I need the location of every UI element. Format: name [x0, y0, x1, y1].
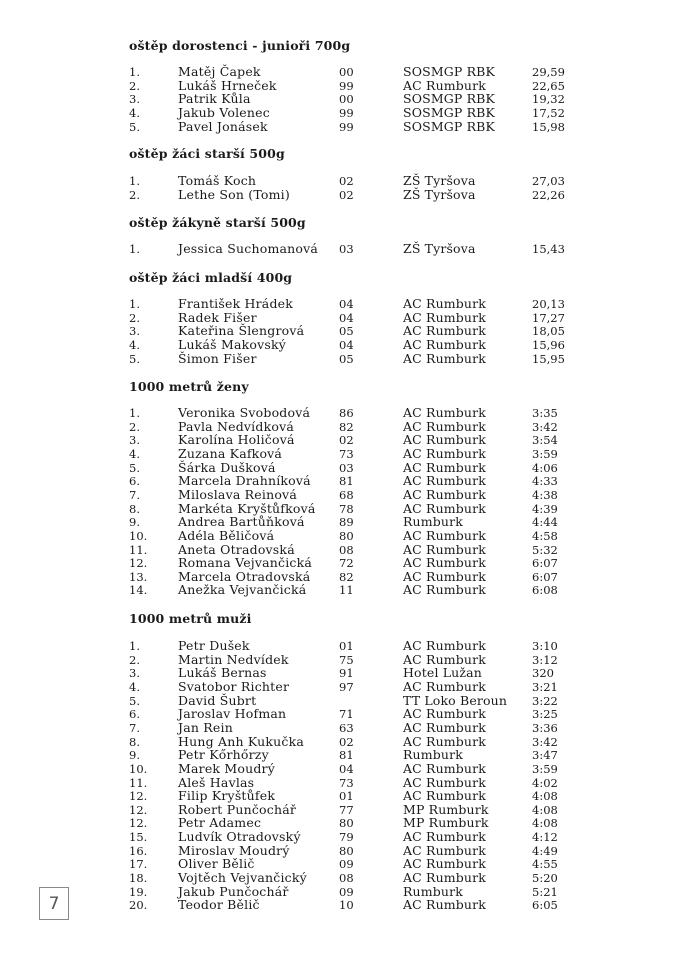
rank-cell: 5.	[129, 693, 140, 708]
result-value: 4:44	[532, 515, 558, 530]
birth-year: 81	[339, 474, 354, 489]
athlete-name: Veronika Svobodová	[178, 405, 311, 420]
club-name: AC Rumburk	[403, 856, 486, 872]
result-row	[0, 570, 679, 584]
athlete-name: Lukáš Makovský	[178, 336, 287, 352]
athlete-name: Lukáš Bernas	[178, 665, 267, 681]
result-value: 4:58	[532, 528, 558, 543]
result-row	[0, 515, 679, 529]
rank-cell: 2.	[129, 652, 140, 667]
athlete-name: Petr Adamec	[178, 815, 262, 831]
athlete-name: Radek Fišer	[178, 309, 257, 325]
result-row	[0, 885, 679, 899]
result-value: 22,26	[532, 187, 565, 202]
athlete-name: Pavel Jonásek	[178, 118, 268, 134]
result-value: 4:49	[532, 843, 558, 858]
birth-year: 89	[339, 515, 354, 530]
result-row	[0, 857, 679, 871]
result-value: 4:33	[532, 474, 558, 489]
result-value: 15,95	[532, 351, 565, 366]
club-name: AC Rumburk	[403, 445, 486, 461]
birth-year: 73	[339, 775, 354, 790]
rank-cell: 13.	[129, 569, 148, 584]
athlete-name: Martin Nedvídek	[178, 651, 289, 667]
rank-cell: 3.	[129, 324, 140, 339]
athlete-name: Teodor Bělič	[178, 897, 260, 913]
page-number: 7	[39, 887, 69, 920]
club-name: AC Rumburk	[403, 719, 486, 735]
result-row	[0, 543, 679, 557]
result-value: 3:36	[532, 720, 558, 735]
club-name: AC Rumburk	[403, 459, 486, 475]
club-name: AC Rumburk	[403, 774, 486, 790]
club-name: AC Rumburk	[403, 77, 486, 93]
athlete-name: Marcela Otradovská	[178, 568, 311, 584]
rank-cell: 14.	[129, 583, 148, 598]
rank-cell: 19.	[129, 884, 148, 899]
athlete-name: Lukáš Hrneček	[178, 77, 277, 93]
result-row	[0, 433, 679, 447]
result-value: 19,32	[532, 92, 565, 107]
rank-cell: 1.	[129, 406, 140, 420]
birth-year: 00	[339, 92, 354, 107]
result-row	[0, 556, 679, 570]
result-value: 15,43	[532, 242, 565, 256]
result-value: 4:55	[532, 857, 558, 872]
result-row	[0, 694, 679, 708]
birth-year: 75	[339, 652, 354, 667]
athlete-name: Zuzana Kafková	[178, 445, 283, 461]
result-value: 3:59	[532, 446, 558, 461]
result-row	[0, 338, 679, 352]
birth-year: 80	[339, 528, 354, 543]
athlete-name: Vojtěch Vejvančický	[178, 870, 307, 886]
rank-cell: 6.	[129, 707, 140, 722]
birth-year: 11	[339, 583, 354, 598]
club-name: AC Rumburk	[403, 568, 486, 584]
rank-cell: 12.	[129, 789, 148, 804]
result-row	[0, 583, 679, 597]
athlete-name: Markéta Kryštůfková	[178, 500, 316, 516]
athlete-name: Jakub Volenec	[178, 104, 270, 120]
result-value: 4:06	[532, 460, 558, 475]
result-value: 27,03	[532, 174, 565, 188]
result-row	[0, 79, 679, 93]
result-row	[0, 735, 679, 749]
birth-year: 79	[339, 830, 354, 845]
result-value: 6:07	[532, 556, 558, 571]
rank-cell: 8.	[129, 501, 140, 516]
result-row	[0, 188, 679, 202]
birth-year: 03	[339, 242, 354, 256]
rank-cell: 11.	[129, 775, 148, 790]
athlete-name: Petr Dušek	[178, 638, 250, 653]
club-name: SOSMGP RBK	[403, 104, 495, 120]
birth-year: 82	[339, 419, 354, 434]
section-title: oštěp žáci starší 500g	[129, 146, 285, 161]
section-title: 1000 metrů ženy	[129, 379, 249, 394]
club-name: AC Rumburk	[403, 733, 486, 749]
club-name: AC Rumburk	[403, 842, 486, 858]
athlete-name: Aleš Havlas	[178, 774, 255, 790]
athlete-name: Andrea Bartůňková	[178, 514, 305, 530]
birth-year: 08	[339, 542, 354, 557]
birth-year: 02	[339, 433, 354, 448]
result-row	[0, 502, 679, 516]
result-value: 3:42	[532, 419, 558, 434]
rank-cell: 5.	[129, 460, 140, 475]
result-row	[0, 666, 679, 680]
birth-year: 77	[339, 802, 354, 817]
club-name: AC Rumburk	[403, 760, 486, 776]
athlete-name: Lethe Son (Tomi)	[178, 186, 290, 202]
rank-cell: 1.	[129, 242, 140, 256]
club-name: Rumburk	[403, 883, 463, 899]
result-value: 5:32	[532, 542, 558, 557]
club-name: AC Rumburk	[403, 486, 486, 502]
rank-cell: 7.	[129, 720, 140, 735]
athlete-name: Svatobor Richter	[178, 678, 290, 694]
birth-year: 91	[339, 666, 354, 681]
club-name: AC Rumburk	[403, 555, 486, 571]
birth-year: 02	[339, 187, 354, 202]
athlete-name: Aneta Otradovská	[178, 541, 295, 557]
result-row	[0, 721, 679, 735]
result-row	[0, 297, 679, 311]
athlete-name: Filip Kryštůfek	[178, 788, 276, 804]
rank-cell: 4.	[129, 679, 140, 694]
athlete-name: Tomáš Koch	[178, 173, 257, 188]
club-name: AC Rumburk	[403, 336, 486, 352]
club-name: MP Rumburk	[403, 815, 489, 831]
result-row	[0, 680, 679, 694]
club-name: AC Rumburk	[403, 706, 486, 722]
result-row	[0, 762, 679, 776]
rank-cell: 10.	[129, 528, 148, 543]
result-value: 15,96	[532, 337, 565, 352]
athlete-name: Ludvík Otradovský	[178, 829, 301, 845]
club-name: AC Rumburk	[403, 541, 486, 557]
birth-year: 05	[339, 351, 354, 366]
club-name: AC Rumburk	[403, 473, 486, 489]
athlete-name: Robert Punčochář	[178, 801, 297, 817]
club-name: MP Rumburk	[403, 801, 489, 817]
birth-year: 02	[339, 174, 354, 188]
rank-cell: 7.	[129, 487, 140, 502]
birth-year: 10	[339, 898, 354, 913]
result-row	[0, 174, 679, 188]
rank-cell: 3.	[129, 433, 140, 448]
result-row	[0, 816, 679, 830]
birth-year: 71	[339, 707, 354, 722]
rank-cell: 2.	[129, 78, 140, 93]
club-name: Rumburk	[403, 514, 463, 530]
birth-year: 78	[339, 501, 354, 516]
rank-cell: 12.	[129, 816, 148, 831]
athlete-name: Patrik Kůla	[178, 91, 251, 107]
athlete-name: Šimon Fišer	[178, 350, 257, 366]
result-row	[0, 447, 679, 461]
club-name: AC Rumburk	[403, 870, 486, 886]
rank-cell: 17.	[129, 857, 148, 872]
athlete-name: Hung Anh Kukučka	[178, 733, 305, 749]
rank-cell: 9.	[129, 748, 140, 763]
rank-cell: 20.	[129, 898, 148, 913]
rank-cell: 1.	[129, 65, 140, 79]
rank-cell: 16.	[129, 843, 148, 858]
club-name: SOSMGP RBK	[403, 64, 495, 79]
result-row	[0, 120, 679, 134]
club-name: AC Rumburk	[403, 432, 486, 448]
birth-year: 99	[339, 105, 354, 120]
rank-cell: 6.	[129, 474, 140, 489]
rank-cell: 15.	[129, 830, 148, 845]
athlete-name: Miloslava Reinová	[178, 486, 297, 502]
athlete-name: Šárka Dušková	[178, 459, 276, 475]
result-value: 18,05	[532, 324, 565, 339]
club-name: AC Rumburk	[403, 897, 486, 913]
result-value: 29,59	[532, 65, 565, 79]
athlete-name: David Šubrt	[178, 692, 257, 708]
result-row	[0, 65, 679, 79]
rank-cell: 12.	[129, 802, 148, 817]
athlete-name: Oliver Bělič	[178, 856, 255, 872]
result-row	[0, 311, 679, 325]
club-name: AC Rumburk	[403, 418, 486, 434]
club-name: AC Rumburk	[403, 678, 486, 694]
result-row	[0, 748, 679, 762]
athlete-name: Adéla Běličová	[178, 527, 275, 543]
result-value: 4:38	[532, 487, 558, 502]
section-title: oštěp žákyně starší 500g	[129, 215, 306, 230]
club-name: AC Rumburk	[403, 296, 486, 311]
rank-cell: 9.	[129, 515, 140, 530]
result-value: 15,98	[532, 119, 565, 134]
rank-cell: 2.	[129, 419, 140, 434]
birth-year: 82	[339, 569, 354, 584]
club-name: AC Rumburk	[403, 651, 486, 667]
athlete-name: Pavla Nedvídková	[178, 418, 294, 434]
club-name: SOSMGP RBK	[403, 118, 495, 134]
result-row	[0, 639, 679, 653]
athlete-name: Jan Rein	[178, 719, 233, 735]
result-row	[0, 844, 679, 858]
result-row	[0, 242, 679, 256]
athlete-name: Miroslav Moudrý	[178, 842, 290, 858]
result-value: 6:05	[532, 898, 558, 913]
athlete-name: Romana Vejvančická	[178, 555, 313, 571]
result-value: 5:21	[532, 884, 558, 899]
result-value: 6:07	[532, 569, 558, 584]
club-name: AC Rumburk	[403, 309, 486, 325]
birth-year: 04	[339, 297, 354, 311]
rank-cell: 2.	[129, 187, 140, 202]
club-name: ZŠ Tyršova	[403, 186, 476, 202]
birth-year: 09	[339, 857, 354, 872]
rank-cell: 1.	[129, 639, 140, 653]
result-value: 6:08	[532, 583, 558, 598]
club-name: ZŠ Tyršova	[403, 241, 476, 256]
result-value: 4:02	[532, 775, 558, 790]
section-title: 1000 metrů muži	[129, 611, 252, 626]
result-row	[0, 707, 679, 721]
athlete-name: Jakub Punčochář	[178, 883, 289, 899]
birth-year: 80	[339, 816, 354, 831]
result-row	[0, 92, 679, 106]
result-value: 3:59	[532, 761, 558, 776]
result-row	[0, 420, 679, 434]
result-value: 4:39	[532, 501, 558, 516]
result-value: 3:35	[532, 406, 558, 420]
birth-year: 72	[339, 556, 354, 571]
club-name: ZŠ Tyršova	[403, 173, 476, 188]
club-name: AC Rumburk	[403, 582, 486, 598]
rank-cell: 1.	[129, 297, 140, 311]
athlete-name: Kateřina Šlengrová	[178, 323, 305, 339]
result-value: 3:25	[532, 707, 558, 722]
result-row	[0, 529, 679, 543]
club-name: AC Rumburk	[403, 500, 486, 516]
athlete-name: Marek Moudrý	[178, 760, 275, 776]
birth-year: 09	[339, 884, 354, 899]
club-name: Rumburk	[403, 747, 463, 763]
result-value: 3:42	[532, 734, 558, 749]
result-row	[0, 324, 679, 338]
rank-cell: 4.	[129, 337, 140, 352]
result-row	[0, 488, 679, 502]
result-value: 22,65	[532, 78, 565, 93]
club-name: AC Rumburk	[403, 788, 486, 804]
birth-year: 68	[339, 487, 354, 502]
birth-year: 04	[339, 337, 354, 352]
birth-year: 63	[339, 720, 354, 735]
result-row	[0, 830, 679, 844]
birth-year: 02	[339, 734, 354, 749]
birth-year: 04	[339, 310, 354, 325]
birth-year: 04	[339, 761, 354, 776]
result-row	[0, 474, 679, 488]
athlete-name: Petr Kőrhőrzy	[178, 747, 269, 763]
birth-year: 08	[339, 871, 354, 886]
athlete-name: Jessica Suchomanová	[178, 241, 319, 256]
rank-cell: 3.	[129, 92, 140, 107]
result-row	[0, 352, 679, 366]
birth-year: 05	[339, 324, 354, 339]
result-row	[0, 653, 679, 667]
rank-cell: 5.	[129, 119, 140, 134]
result-value: 20,13	[532, 297, 565, 311]
result-value: 3:22	[532, 693, 558, 708]
birth-year: 00	[339, 65, 354, 79]
result-value: 3:54	[532, 433, 558, 448]
athlete-name: Anežka Vejvančická	[178, 582, 307, 598]
club-name: AC Rumburk	[403, 323, 486, 339]
result-row	[0, 106, 679, 120]
rank-cell: 4.	[129, 446, 140, 461]
rank-cell: 5.	[129, 351, 140, 366]
birth-year: 03	[339, 460, 354, 475]
result-row	[0, 406, 679, 420]
club-name: SOSMGP RBK	[403, 91, 495, 107]
club-name: AC Rumburk	[403, 638, 486, 653]
section-title: oštěp žáci mladší 400g	[129, 270, 293, 285]
result-value: 3:47	[532, 748, 558, 763]
club-name: AC Rumburk	[403, 527, 486, 543]
result-value: 17,52	[532, 105, 565, 120]
result-value: 3:10	[532, 639, 558, 653]
athlete-name: František Hrádek	[178, 296, 294, 311]
athlete-name: Marcela Drahníková	[178, 473, 311, 489]
club-name: TT Loko Beroun	[403, 692, 508, 708]
result-row	[0, 871, 679, 885]
result-row	[0, 461, 679, 475]
result-row	[0, 789, 679, 803]
birth-year: 81	[339, 748, 354, 763]
birth-year: 99	[339, 119, 354, 134]
result-value: 4:08	[532, 802, 558, 817]
birth-year: 86	[339, 406, 354, 420]
rank-cell: 8.	[129, 734, 140, 749]
section-title: oštěp dorostenci - junioři 700g	[129, 38, 351, 53]
result-row	[0, 776, 679, 790]
athlete-name: Karolína Holičová	[178, 432, 295, 448]
result-value: 4:08	[532, 816, 558, 831]
birth-year: 01	[339, 639, 354, 653]
birth-year: 01	[339, 789, 354, 804]
birth-year: 73	[339, 446, 354, 461]
result-value: 4:08	[532, 789, 558, 804]
birth-year: 80	[339, 843, 354, 858]
athlete-name: Jaroslav Hofman	[178, 706, 287, 722]
rank-cell: 18.	[129, 871, 148, 886]
rank-cell: 12.	[129, 556, 148, 571]
result-row	[0, 803, 679, 817]
result-value: 4:12	[532, 830, 558, 845]
rank-cell: 11.	[129, 542, 148, 557]
rank-cell: 4.	[129, 105, 140, 120]
result-row	[0, 898, 679, 912]
result-value: 5:20	[532, 871, 558, 886]
rank-cell: 3.	[129, 666, 140, 681]
club-name: AC Rumburk	[403, 405, 486, 420]
result-value: 17,27	[532, 310, 565, 325]
result-value: 3:12	[532, 652, 558, 667]
result-value: 320	[532, 666, 554, 681]
birth-year: 99	[339, 78, 354, 93]
club-name: Hotel Lužan	[403, 665, 482, 681]
result-value: 3:21	[532, 679, 558, 694]
rank-cell: 10.	[129, 761, 148, 776]
athlete-name: Matěj Čapek	[178, 64, 261, 79]
club-name: AC Rumburk	[403, 350, 486, 366]
rank-cell: 1.	[129, 174, 140, 188]
birth-year: 97	[339, 679, 354, 694]
rank-cell: 2.	[129, 310, 140, 325]
club-name: AC Rumburk	[403, 829, 486, 845]
